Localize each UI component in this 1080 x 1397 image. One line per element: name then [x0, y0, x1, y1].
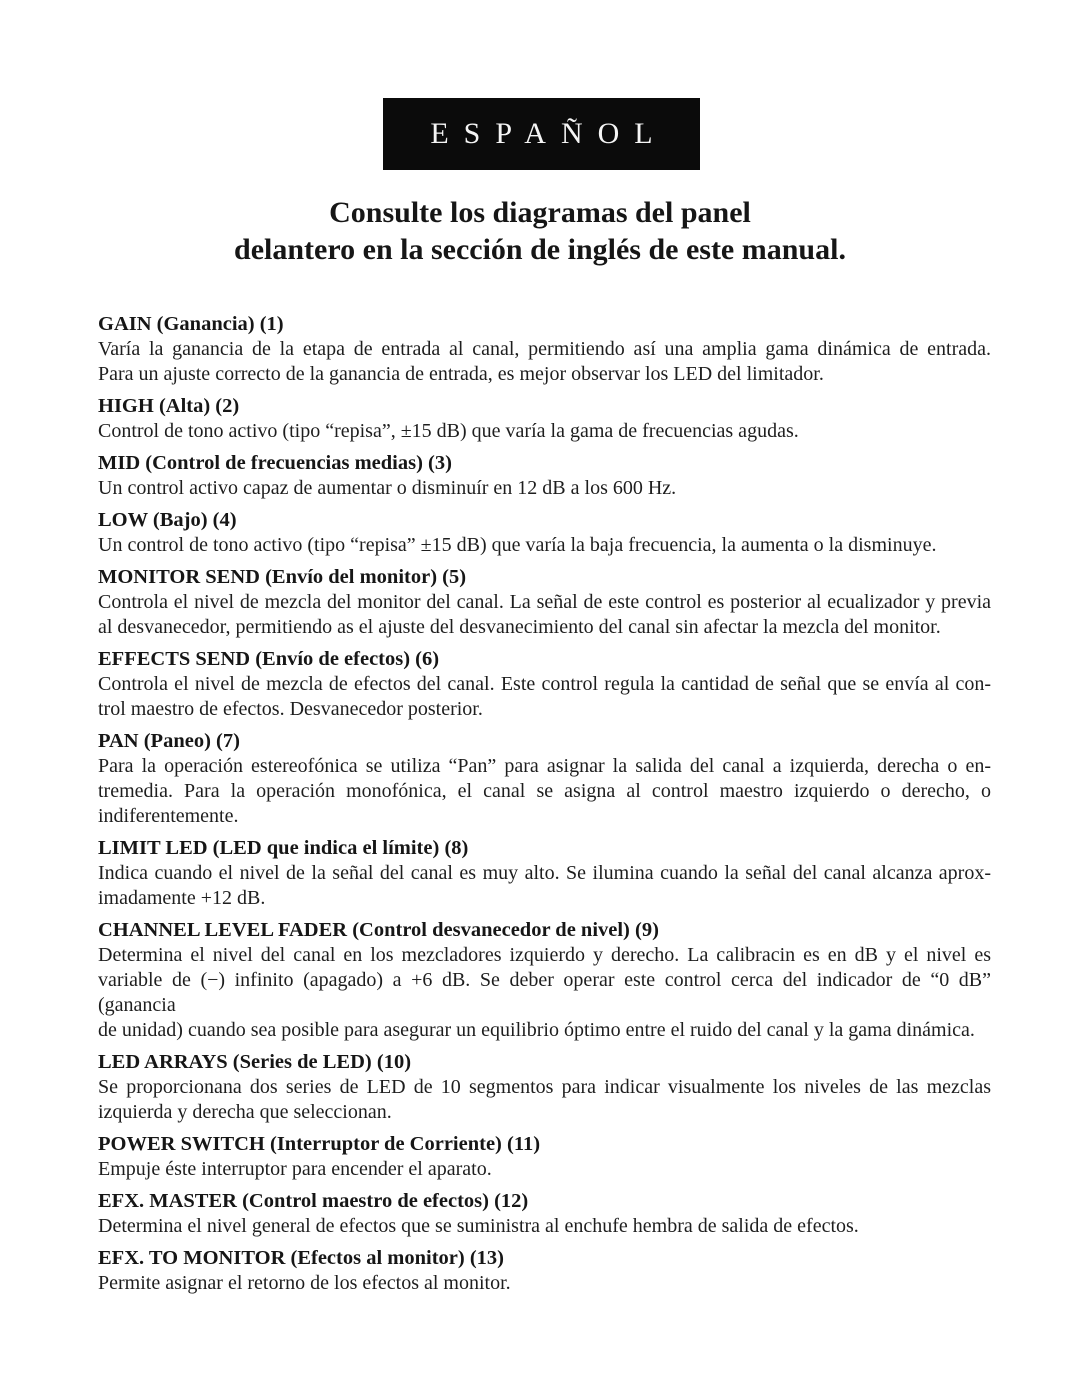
section-body-line: Control de tono activo (tipo “repisa”, ±15 dB) que varía la gama de frecuencias agudas. — [98, 420, 799, 442]
section-body — [98, 943, 991, 1043]
manual-section — [98, 1050, 991, 1125]
section-body-line: Controla el nivel de mezcla del monitor del canal. La señal de este control es posterior al ecualizador y previa — [98, 591, 991, 613]
manual-section — [98, 1246, 991, 1296]
section-body — [98, 1214, 991, 1239]
manual-section — [98, 1189, 991, 1239]
section-body — [98, 754, 991, 829]
section-body-line: tremedia. Para la operación monofónica, el canal se asigna al control maestro izquierdo o derecho, o — [98, 780, 991, 802]
section-body-line: indiferentemente. — [98, 805, 239, 827]
section-heading: GAIN (Ganancia) (1) — [98, 313, 284, 335]
manual-section — [98, 451, 991, 501]
section-body-line: al desvanecedor, permitiendo as el ajuste del desvanecimiento del canal sin afectar la mezcla del monitor. — [98, 616, 941, 638]
section-body — [98, 672, 991, 722]
page-title-line-2: delantero en la sección de inglés de este manual. — [234, 233, 846, 266]
section-body-line: Varía la ganancia de la etapa de entrada al canal, permitiendo así una amplia gama dinámica de entrada. — [98, 338, 991, 360]
section-body-line: Indica cuando el nivel de la señal del canal es muy alto. Se ilumina cuando la señal del canal alcanza aprox- — [98, 862, 991, 884]
section-body — [98, 337, 991, 387]
section-body-line: Un control activo capaz de aumentar o disminuír en 12 dB a los 600 Hz. — [98, 477, 677, 499]
section-body-line: Determina el nivel del canal en los mezcladores izquierdo y derecho. La calibracin es en dB y el nivel es — [98, 944, 991, 966]
section-heading: MONITOR SEND (Envío del monitor) (5) — [98, 566, 467, 588]
section-heading: LIMIT LED (LED que indica el límite) (8) — [98, 837, 469, 859]
section-heading: EFX. TO MONITOR (Efectos al monitor) (13) — [98, 1247, 504, 1269]
manual-section — [98, 508, 991, 558]
section-body-line: Determina el nivel general de efectos que se suministra al enchufe hembra de salida de efectos. — [98, 1215, 859, 1237]
section-body-line: izquierda y derecha que seleccionan. — [98, 1101, 392, 1123]
section-body-line: Para un ajuste correcto de la ganancia de entrada, es mejor observar los LED del limitador. — [98, 363, 824, 385]
section-body-line: Para la operación estereofónica se utiliza “Pan” para asignar la salida del canal a izquierda, derecha o en- — [98, 755, 991, 777]
manual-section — [98, 729, 991, 829]
section-body-line: Empuje éste interruptor para encender el aparato. — [98, 1158, 492, 1180]
section-body-line: imadamente +12 dB. — [98, 887, 266, 909]
section-body-line: Un control de tono activo (tipo “repisa” ±15 dB) que varía la baja frecuencia, la aumenta o la disminuye. — [98, 534, 937, 556]
section-heading: MID (Control de frecuencias medias) (3) — [98, 452, 452, 474]
section-body — [98, 1157, 991, 1182]
manual-section — [98, 394, 991, 444]
page-title-line-1: Consulte los diagramas del panel — [329, 196, 751, 229]
section-body — [98, 533, 991, 558]
section-heading: LED ARRAYS (Series de LED) (10) — [98, 1051, 412, 1073]
section-body-line: variable de (−) infinito (apagado) a +6 dB. Se deber operar este control cerca del indicador de “0 dB” (ganancia — [98, 969, 991, 1016]
section-body — [98, 590, 991, 640]
section-body-line: Permite asignar el retorno de los efectos al monitor. — [98, 1272, 511, 1294]
section-body — [98, 476, 991, 501]
section-heading: CHANNEL LEVEL FADER (Control desvanecedor de nivel) (9) — [98, 919, 659, 941]
section-body — [98, 861, 991, 911]
section-body-line: trol maestro de efectos. Desvanecedor posterior. — [98, 698, 483, 720]
sections-container — [98, 312, 991, 1303]
section-heading: EFFECTS SEND (Envío de efectos) (6) — [98, 648, 440, 670]
manual-section — [98, 312, 991, 387]
section-body — [98, 419, 991, 444]
section-heading: EFX. MASTER (Control maestro de efectos) (12) — [98, 1190, 529, 1212]
language-banner — [383, 98, 700, 170]
manual-section — [98, 1132, 991, 1182]
section-heading: POWER SWITCH (Interruptor de Corriente) (11) — [98, 1133, 541, 1155]
section-body — [98, 1271, 991, 1296]
section-body-line: de unidad) cuando sea posible para asegurar un equilibrio óptimo entre el ruido del canal y la gama dinámica. — [98, 1019, 975, 1041]
page-title — [0, 194, 1080, 268]
section-heading: LOW (Bajo) (4) — [98, 509, 237, 531]
section-heading: PAN (Paneo) (7) — [98, 730, 240, 752]
manual-section — [98, 565, 991, 640]
manual-section — [98, 918, 991, 1043]
language-banner-label: ESPAÑOL — [430, 117, 668, 150]
section-body-line: Se proporcionana dos series de LED de 10 segmentos para indicar visualmente los niveles de las mezclas — [98, 1076, 991, 1098]
section-body-line: Controla el nivel de mezcla de efectos del canal. Este control regula la cantidad de señal que se envía al con- — [98, 673, 991, 695]
section-body — [98, 1075, 991, 1125]
manual-section — [98, 836, 991, 911]
manual-section — [98, 647, 991, 722]
section-heading: HIGH (Alta) (2) — [98, 395, 240, 417]
